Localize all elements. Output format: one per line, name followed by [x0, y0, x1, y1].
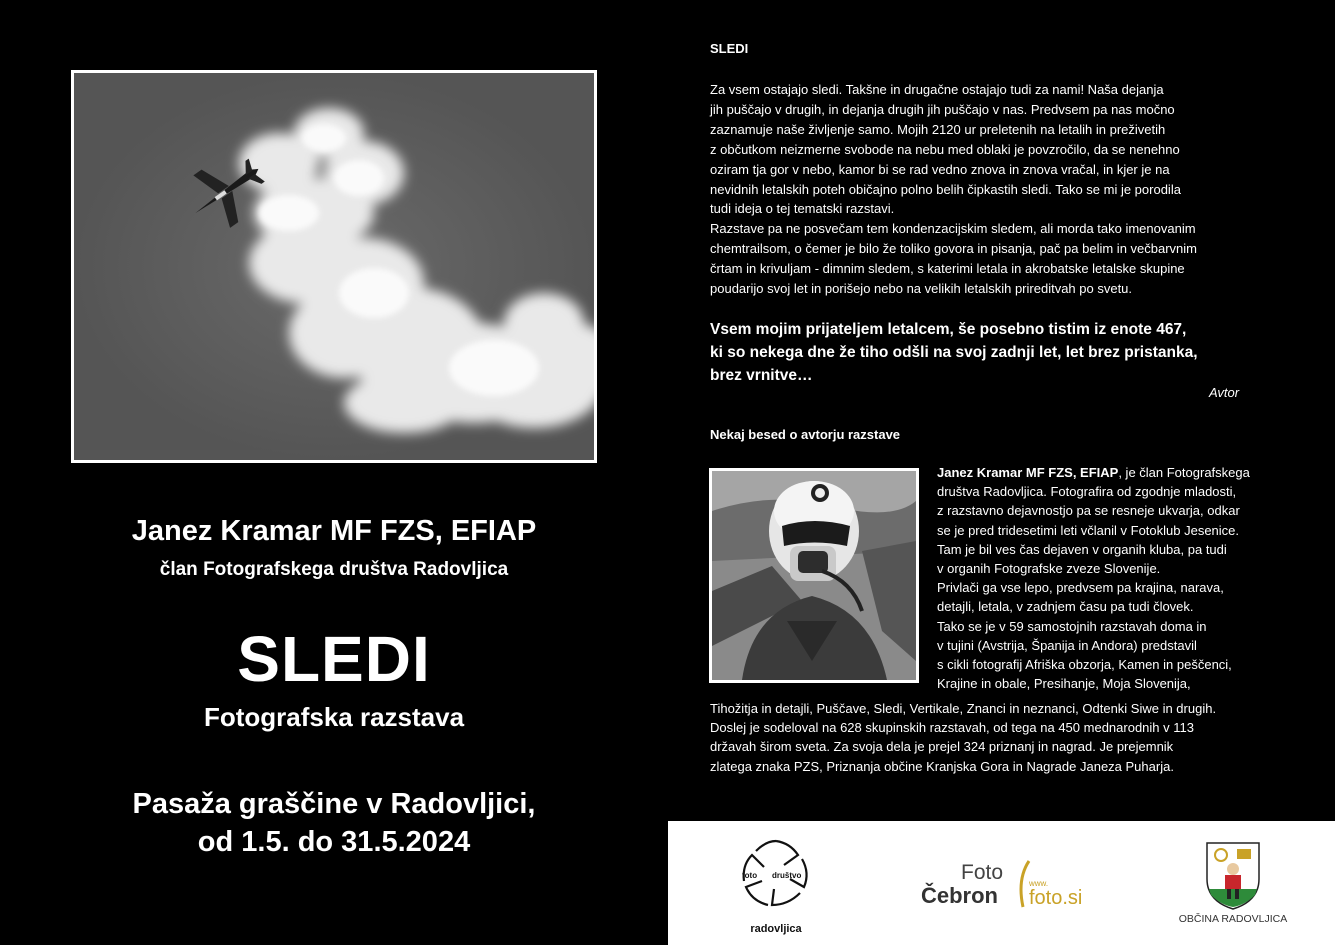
bio-line: Privlači ga vse lepo, predvsem pa krajina, narava, — [937, 580, 1224, 596]
obcina-radovljica-logo — [1168, 839, 1298, 939]
dedication-line: brez vrnitve… — [710, 367, 813, 384]
intro-line: Za vsem ostajajo sledi. Takšne in drugačne ostajajo tudi za nami! Naša dejanja — [710, 82, 1164, 97]
bio-line: Doslej je sodeloval na 628 skupinskih razstavah, od tega na 450 mednarodnih v 113 — [710, 720, 1194, 736]
sponsor-logo-bar — [668, 821, 1335, 945]
bio-line: se je pred tridesetimi leti včlanil v Fotoklub Jesenice. — [937, 522, 1240, 538]
pilot-portrait-illustration — [712, 471, 916, 680]
intro-line: jih puščajo v drugih, in dejanja drugih jih puščajo v nas. Predvsem pa nas močno — [710, 101, 1175, 117]
foto-cebron-logo — [921, 861, 1101, 921]
aperture-icon — [728, 835, 824, 915]
intro-line: tudi ideja o tej tematski razstavi. — [710, 201, 895, 217]
bio-line: zlatega znaka PZS, Priznanja občine Kranjska Gora in Nagrade Janeza Puharja. — [710, 758, 1174, 774]
bio-name: Janez Kramar MF FZS, EFIAP — [937, 465, 1119, 480]
bio-line: Tako se je v 59 samostojnih razstavah doma in — [937, 618, 1207, 634]
bio-heading: Nekaj besed o avtorju razstave — [710, 427, 901, 442]
bio-text-wrapped — [937, 463, 1250, 693]
exhibition-title: SLEDI — [237, 623, 431, 695]
bio-line: državah širom sveta. Za svoja dela je prejel 324 priznanj in nagrad. Je prejemnik — [710, 739, 1174, 755]
author-club: član Fotografskega društva Radovljica — [159, 559, 509, 580]
author-portrait — [709, 468, 919, 683]
bio-line: detajli, letala, v zadnjem času pa tudi človek. — [937, 599, 1194, 615]
cebron-foto-text: Foto — [961, 861, 1004, 884]
coat-of-arms-icon — [1203, 839, 1263, 911]
dedication — [710, 318, 1310, 387]
bio-line: s cikli fotografij Afriška obzorja, Kamen in peščenci, — [937, 657, 1232, 673]
bio-first-rest: , je član Fotografskega — [1118, 465, 1250, 480]
author-name: Janez Kramar MF FZS, EFIAP — [131, 515, 537, 547]
foto-drustvo-radovljica-logo — [728, 835, 824, 935]
intro-line: z občutkom neizmerne svobode na nebu med oblaki je povzročilo, da se nenehno — [710, 141, 1180, 157]
bio-line: društva Radovljica. Fotografira od zgodnje mladosti, — [937, 484, 1237, 500]
bio-line: v tujini (Avstrija, Španija in Andora) predstavil — [937, 637, 1197, 653]
bio-line: v organih Fotografske zveze Slovenije. — [937, 561, 1161, 577]
bio-line: Tihožitja in detajli, Puščave, Sledi, Vertikale, Znanci in neznanci, Odtenki Siwe in drugih. — [710, 701, 1217, 716]
bio-line: Tam je bil ves čas dejaven v organih kluba, pa tudi — [937, 541, 1227, 557]
cebron-domain-text: foto.si — [1029, 887, 1083, 909]
intro-line: nevidnih letalskih poteh običajno polno belih čipkastih sledi. Tako se mi je porodila — [710, 181, 1181, 197]
intro-line: zaznamuje naše življenje samo. Mojih 2120 ur preletenih na letalih in preživetih — [710, 121, 1166, 137]
intro-line: Razstave pa ne posvečam tem kondenzacijskim sledem, ali morda tako imenovanim — [710, 221, 1196, 237]
cebron-name-text: Čebron — [921, 883, 998, 908]
main-photo-plane-smoke — [71, 70, 597, 463]
bio-line: z razstavno dejavnostjo pa se resneje ukvarja, odkar — [937, 503, 1240, 519]
exhibition-subtitle: Fotografska razstava — [203, 702, 465, 732]
intro-line: chemtrailsom, o čemer je bilo že toliko govora in pisanja, pač pa belim in večbarvnim — [710, 241, 1197, 257]
bio-text-full — [710, 699, 1216, 776]
bio-first-line — [937, 463, 1250, 482]
intro-paragraph — [710, 80, 1270, 299]
date-line: od 1.5. do 31.5.2024 — [197, 826, 471, 858]
obcina-text: OBČINA RADOVLJICA — [1178, 913, 1288, 925]
fd-bottom-text: radovljica — [750, 923, 802, 935]
fd-top-right-text: društvo — [772, 871, 802, 880]
cebron-www-text: www. — [1029, 879, 1049, 888]
signature: Avtor — [1209, 385, 1240, 400]
venue-line: Pasaža graščine v Radovljici, — [132, 788, 536, 820]
bio-line: Krajine in obale, Presihanje, Moja Slovenija, — [937, 676, 1191, 692]
dedication-line: ki so nekega dne že tiho odšli na svoj zadnji let, let brez pristanka, — [710, 344, 1198, 361]
intro-line: oziram tja gor v nebo, kamor bi se rad vedno znova in znova vračal, in kjer je na — [710, 161, 1170, 177]
intro-line: poudarijo svoj let in porišejo nebo na velikih letalskih prireditvah po svetu. — [710, 281, 1133, 297]
plane-smoke-illustration — [74, 73, 594, 460]
fd-top-left-text: foto — [742, 871, 758, 880]
dedication-line: Vsem mojim prijateljem letalcem, še posebno tistim iz enote 467, — [710, 321, 1187, 338]
section-heading: SLEDI — [710, 41, 749, 56]
venue-and-dates — [0, 785, 668, 861]
intro-line: črtam in krivuljam - dimnim sledem, s katerimi letala in akrobatske letalske skupine — [710, 261, 1185, 277]
